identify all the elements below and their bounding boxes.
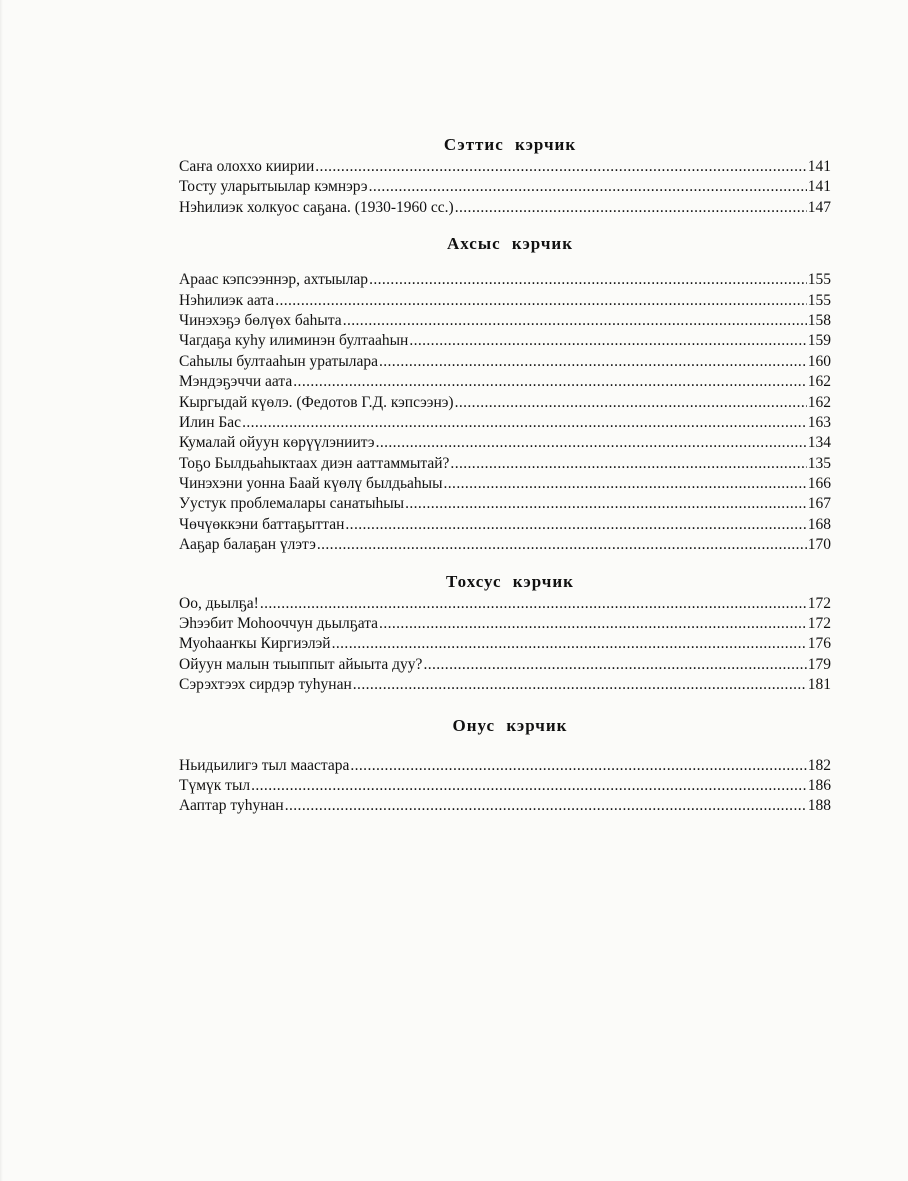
section-title: Тохсус кэрчик: [446, 571, 574, 591]
dot-leader: [455, 393, 807, 413]
entry-page: 141: [807, 158, 831, 175]
toc-entry: [179, 535, 831, 555]
toc-entry: [179, 198, 831, 218]
dot-leader: [405, 494, 807, 514]
dot-leader: [275, 291, 807, 311]
entry-page: 141: [807, 178, 831, 196]
toc-entry: [179, 291, 831, 311]
toc-entry: [179, 413, 831, 433]
entry-page: 168: [807, 515, 831, 533]
dot-leader: [450, 454, 806, 474]
entry-title: Ааптар туһунан: [179, 797, 284, 815]
dot-leader: [423, 655, 806, 675]
section-title: Онус кэрчик: [452, 715, 568, 735]
toc-entry: [179, 352, 831, 372]
table-of-contents: [179, 133, 831, 817]
entry-title: Түмүк тыл: [179, 776, 251, 794]
dot-leader: [251, 776, 807, 796]
entry-title: Тосту уларытыылар кэмнэрэ: [179, 178, 368, 196]
entry-title: Илин Бас: [179, 413, 242, 431]
entry-title: Ааҕар балаҕан үлэтэ: [179, 536, 316, 554]
entry-page: 172: [807, 594, 831, 612]
dot-leader: [242, 413, 807, 433]
dot-leader: [444, 474, 807, 494]
entry-page: 181: [807, 676, 831, 694]
toc-entry: [179, 776, 831, 796]
entry-page: 159: [807, 332, 831, 350]
entry-page: 160: [807, 352, 831, 370]
dot-leader: [350, 756, 806, 776]
dot-leader: [455, 198, 807, 218]
dot-leader: [315, 157, 806, 177]
toc-entry: [179, 311, 831, 331]
entry-page: 186: [807, 776, 831, 794]
entry-title: Нэһилиэк аата: [179, 291, 275, 309]
toc-entry: [179, 454, 831, 474]
entry-title: Нэһилиэк холкуос саҕана. (1930-1960 сс.): [179, 198, 454, 216]
entry-page: 155: [807, 291, 831, 309]
dot-leader: [379, 614, 807, 634]
entry-title: Сэрэхтээх сирдэр туһунан: [179, 676, 352, 694]
entry-page: 155: [807, 271, 831, 289]
toc-entry: [179, 494, 831, 514]
dot-leader: [369, 177, 807, 197]
toc-entry: [179, 177, 831, 197]
dot-leader: [285, 796, 807, 816]
toc-entry: [179, 634, 831, 654]
entry-title: Кумалай ойуун көрүүлэниитэ: [179, 434, 375, 452]
entry-title: Эһээбит Моһооччун дьылҕата: [179, 615, 379, 633]
toc-entry: [179, 270, 831, 290]
entry-title: Чинэхэни уонна Баай күөлү былдьаһыы: [179, 475, 443, 493]
toc-entry: [179, 393, 831, 413]
entry-title: Кыргыдай күөлэ. (Федотов Г.Д. кэпсээнэ): [179, 393, 454, 411]
dot-leader: [293, 372, 806, 392]
toc-entry: [179, 594, 831, 614]
dot-leader: [260, 594, 807, 614]
entry-title: Ньидьилигэ тыл маастара: [179, 756, 350, 774]
entry-title: Саһылы бултааһын уратылара: [179, 352, 378, 370]
entry-title: Араас кэпсээннэр, ахтыылар: [179, 271, 369, 289]
toc-entry: [179, 157, 831, 177]
entry-title: Чинэхэҕэ бөлүөх баһыта: [179, 311, 342, 329]
entry-page: 147: [807, 198, 831, 216]
toc-entry: [179, 675, 831, 695]
entry-title: Чагдаҕа куһу илиминэн бултааһын: [179, 332, 409, 350]
entry-page: 172: [807, 615, 831, 633]
entry-page: 166: [807, 475, 831, 493]
entry-page: 162: [807, 393, 831, 411]
dot-leader: [379, 352, 807, 372]
entry-page: 134: [807, 434, 831, 452]
entry-title: Муоһааҥкы Киргиэлэй: [179, 635, 331, 653]
entry-page: 167: [807, 495, 831, 513]
entry-title: Уустук проблемалары санатыһыы: [179, 495, 405, 513]
entry-title: Чөчүөккэни баттаҕыттан: [179, 515, 345, 533]
entry-page: 162: [807, 373, 831, 391]
entry-title: Мэндэҕэччи аата: [179, 373, 293, 391]
entry-title: Оо, дьылҕа!: [179, 594, 259, 612]
entry-page: 176: [807, 635, 831, 653]
toc-entry: [179, 796, 831, 816]
dot-leader: [343, 311, 807, 331]
toc-entry: [179, 433, 831, 453]
toc-entry: [179, 614, 831, 634]
dot-leader: [353, 675, 807, 695]
entry-page: 158: [807, 311, 831, 329]
entry-page: 182: [807, 756, 831, 774]
toc-entry: [179, 372, 831, 392]
dot-leader: [369, 270, 807, 290]
toc-entry: [179, 756, 831, 776]
entry-page: 188: [807, 797, 831, 815]
section-title: Ахсыс кэрчик: [446, 234, 574, 254]
entry-page: 163: [807, 413, 831, 431]
toc-entry: [179, 331, 831, 351]
toc-entry: [179, 655, 831, 675]
entry-page: 179: [807, 655, 831, 673]
entry-title: Тоҕо Былдьаһыктаах диэн ааттаммытай?: [179, 454, 450, 472]
entry-page: 170: [807, 536, 831, 554]
toc-entry: [179, 474, 831, 494]
dot-leader: [317, 535, 807, 555]
entry-title: Ойуун малын тыыппыт айыыта дуу?: [179, 655, 423, 673]
toc-entry: [179, 515, 831, 535]
section-title: Сэттис кэрчик: [443, 135, 577, 154]
dot-leader: [409, 331, 806, 351]
entry-page: 135: [807, 454, 831, 472]
dot-leader: [332, 634, 807, 654]
entry-title: Саҥа олоххо киирии: [179, 158, 315, 175]
dot-leader: [345, 515, 806, 535]
dot-leader: [376, 433, 807, 453]
